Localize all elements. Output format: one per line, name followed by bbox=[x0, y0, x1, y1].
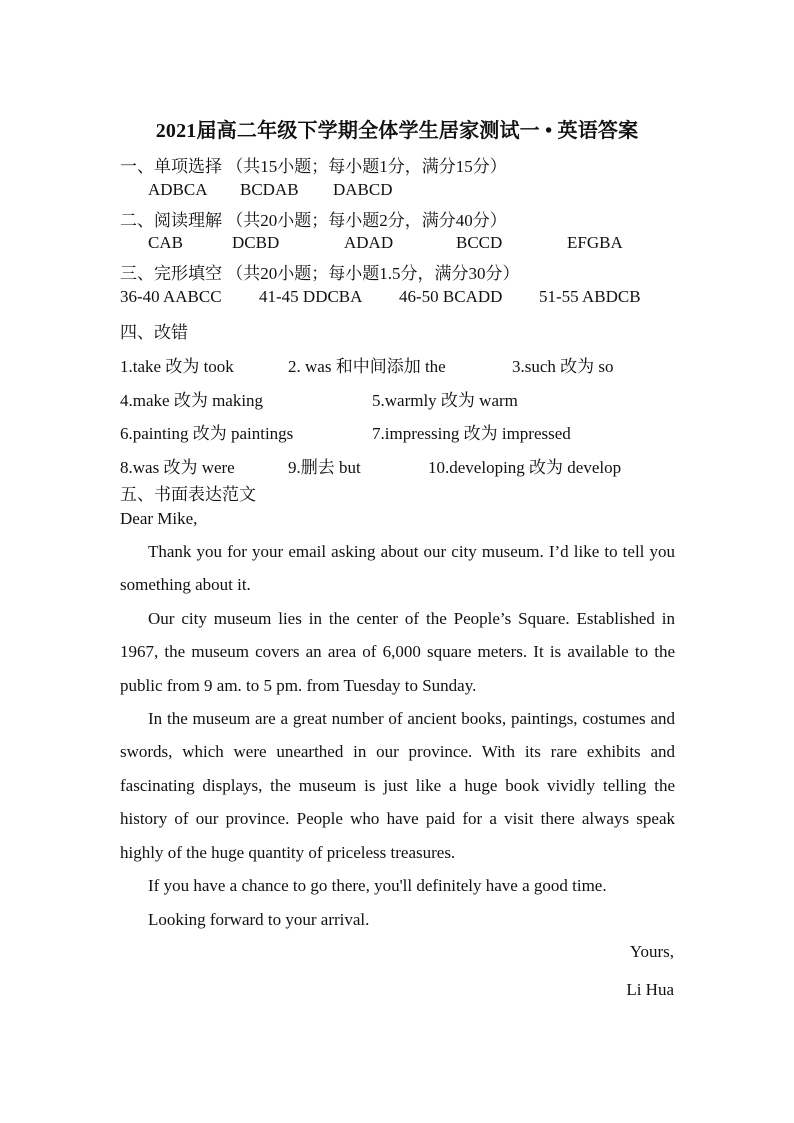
s3-answer-group: 36-40 AABCC bbox=[120, 287, 222, 306]
correction-item: 9.删去 but bbox=[288, 458, 361, 477]
letter-paragraph: Thank you for your email asking about our city museum. I’d like to tell you something about it. bbox=[120, 542, 675, 595]
letter-greeting: Dear Mike, bbox=[120, 509, 198, 528]
page-title: 2021届高二年级下学期全体学生居家测试一 • 英语答案 bbox=[155, 120, 639, 142]
letter-paragraph: Our city museum lies in the center of the People’s Square. Established in 1967, the museum covers an area of 6,000 square meters. It is available to the public from 9 am. to 5 pm. from Tuesday to Sunday. bbox=[120, 609, 675, 695]
correction-item: 3.such 改为 so bbox=[512, 357, 614, 376]
s3-answer-group: 51-55 ABDCB bbox=[539, 287, 641, 306]
correction-item: 7.impressing 改为 impressed bbox=[372, 424, 571, 443]
s1-answer-group: DABCD bbox=[333, 180, 393, 199]
letter-paragraph: In the museum are a great number of ancient books, paintings, costumes and swords, which were unearthed in our province. With its rare exhibits and fascinating displays, the museum is just like a huge book vividly telling the history of our province. People who have paid for a visit there always speak highly of the huge quantity of priceless treasures. bbox=[120, 709, 675, 862]
s2-answer-group: EFGBA bbox=[567, 233, 623, 252]
section-5-heading: 五、书面表达范文 bbox=[120, 485, 256, 504]
correction-item: 6.painting 改为 paintings bbox=[120, 424, 294, 443]
section-4-heading: 四、改错 bbox=[120, 323, 188, 342]
s2-answer-group: DCBD bbox=[232, 233, 280, 252]
letter-paragraph: Looking forward to your arrival. bbox=[148, 910, 370, 929]
correction-item: 1.take 改为 took bbox=[120, 357, 234, 376]
correction-item: 2. was 和中间添加 the bbox=[288, 357, 446, 376]
s1-answer-group: BCDAB bbox=[240, 180, 299, 199]
correction-item: 10.developing 改为 develop bbox=[428, 458, 622, 477]
s2-answer-group: BCCD bbox=[456, 233, 503, 252]
correction-item: 8.was 改为 were bbox=[120, 458, 235, 477]
letter-signature: Li Hua bbox=[626, 980, 674, 999]
section-2-heading: 二、阅读理解 （共20小题；每小题2分，满分40分） bbox=[120, 211, 507, 230]
s2-answer-group: ADAD bbox=[344, 233, 394, 252]
section-1-heading: 一、单项选择 （共15小题；每小题1分，满分15分） bbox=[120, 157, 507, 176]
s1-answer-group: ADBCA bbox=[148, 180, 208, 199]
correction-item: 5.warmly 改为 warm bbox=[372, 391, 518, 410]
letter-paragraph: If you have a chance to go there, you'll definitely have a good time. bbox=[148, 876, 607, 895]
correction-item: 4.make 改为 making bbox=[120, 391, 264, 410]
letter-closing: Yours, bbox=[629, 942, 674, 961]
s3-answer-group: 46-50 BCADD bbox=[399, 287, 503, 306]
s3-answer-group: 41-45 DDCBA bbox=[259, 287, 363, 306]
section-3-heading: 三、完形填空 （共20小题；每小题1.5分，满分30分） bbox=[120, 264, 520, 283]
s2-answer-group: CAB bbox=[148, 233, 183, 252]
